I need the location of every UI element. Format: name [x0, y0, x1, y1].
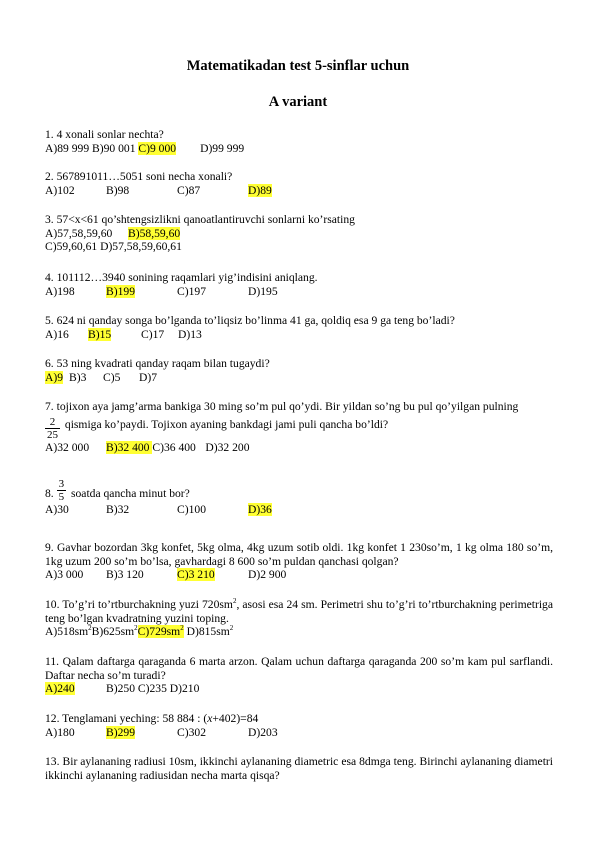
page-title: Matematikadan test 5-sinflar uchun — [186, 58, 410, 74]
question-text-2: $\frac{2}{25}$ qismiga ko’paydi. Tojixon ayaning bankdagi jami puli qancha bo’ldi? — [47, 415, 389, 441]
question-9 — [45, 541, 553, 582]
fraction: $\frac{3}{5}$ — [58, 478, 65, 503]
option-b: $B)625sm^2$ — [91, 624, 138, 639]
question-text: 3. 57<x<61 qo’shtengsizlikni qanoatlantiruvchi sonlarni ko’rsating — [45, 213, 355, 226]
option-c: C)59,60,61 — [45, 240, 101, 254]
option-c: C)5 — [103, 370, 121, 384]
answer-options — [45, 142, 553, 156]
question-text: 13. Bir aylananing radiusi 10sm, ikkinchi aylananing diametric esa 8dmga teng. Birinchi aylananing diametri ikkinchi aylananing radiusidan necha marta qisqa? — [45, 755, 553, 782]
fraction: $\frac{2}{25}$ — [47, 415, 58, 441]
question-6 — [45, 357, 553, 384]
answer-options-2 — [45, 240, 553, 254]
option-a: A)102 — [45, 183, 75, 197]
question-text: 2. 567891011…5051 soni necha xonali? — [45, 170, 233, 183]
option-c: C)197 — [177, 284, 206, 298]
option-d: D)13 — [178, 327, 202, 341]
option-b: B)90 001 — [92, 141, 139, 155]
question-text: 9. Gavhar bozordan 3kg konfet, 5kg olma, 4kg uzum sotib oldi. 1kg konfet 1 230so’m, 1 kg olma 180 so’m, 1kg uzum 200 so’m bo’lsa, gavhardagi 8 600 so’m puldan qanchasi qolgan? — [45, 541, 553, 568]
answer-options — [45, 285, 553, 299]
option-a-correct: A)240 — [45, 682, 75, 696]
question-3 — [45, 213, 553, 254]
answer-options — [45, 682, 553, 696]
option-b: B)98 — [106, 183, 130, 197]
answer-options — [45, 625, 553, 639]
question-text: 10. To’g’ri to’rtburchakning yuzi $720sm^2$, asosi esa 24 sm. Perimetri shu to’g’ri to’rtburchakning perimetriga teng bo’lgan kvadratning yuzini toping. — [45, 597, 553, 625]
option-c-correct: C)3 210 — [177, 568, 215, 582]
question-5 — [45, 314, 553, 341]
option-b-correct: B)58,59,60 — [128, 226, 181, 240]
question-12 — [45, 712, 553, 739]
question-text: 8. $\frac{3}{5}$ soatda qancha minut bor? — [45, 478, 190, 503]
option-c: C)36 400 — [152, 440, 196, 454]
option-d-correct: D)36 — [248, 503, 272, 516]
option-d: $D)815sm^2$ — [186, 624, 234, 639]
question-7 — [45, 400, 553, 454]
option-b: B)3 — [69, 370, 87, 384]
question-text: 11. Qalam daftarga qaraganda 6 marta arzon. Qalam uchun daftarga qaraganda 200 so’m kam pul sarflandi. Daftar necha so’m turadi? — [45, 655, 553, 682]
variant-title: A variant — [268, 94, 328, 110]
option-d: D)99 999 — [200, 141, 245, 155]
option-c: C)235 — [137, 682, 167, 696]
answer-options — [45, 441, 553, 455]
answer-options — [45, 227, 553, 241]
option-d: D)203 — [248, 725, 278, 739]
option-c-correct: $C)729sm^2$ — [137, 624, 184, 639]
option-c: C)87 — [177, 183, 201, 197]
option-a: A)180 — [45, 725, 75, 739]
question-1 — [45, 128, 553, 155]
question-text: 1. 4 xonali sonlar nechta? — [45, 128, 164, 141]
answer-options — [45, 371, 553, 385]
option-b-correct: B)299 — [106, 725, 135, 739]
question-text: 5. 624 ni qanday songa bo’lganda to’liqsiz bo’linma 41 ga, qoldiq esa 9 ga teng bo’ladi? — [45, 314, 455, 327]
option-b: B)32 — [106, 503, 130, 516]
option-b-correct: B)15 — [88, 327, 112, 341]
option-b: B)3 120 — [106, 568, 144, 582]
question-13 — [45, 755, 553, 782]
option-a: A)32 000 — [45, 440, 90, 454]
option-d-correct: D)89 — [248, 183, 272, 197]
answer-options — [45, 503, 553, 517]
question-text: 7. tojixon aya jamg’arma bankiga 30 ming so’m pul qo’ydi. Bir yildan so’ng bu pul qo’yilgan pulning — [45, 400, 519, 413]
option-a: $A)518sm^2$ — [45, 624, 92, 639]
option-c: C)17 — [141, 327, 165, 341]
option-b-correct: B)32 400 — [106, 440, 153, 454]
answer-options — [45, 184, 553, 198]
option-d: D)210 — [169, 682, 200, 696]
question-11 — [45, 655, 553, 696]
option-d: D)195 — [248, 284, 278, 298]
option-d: D)57,58,59,60,61 — [100, 240, 182, 254]
answer-options — [45, 568, 553, 582]
question-text: 12. Tenglamani yeching: 58 884 : (x+402)=84 — [45, 712, 259, 725]
option-a: A)198 — [45, 284, 75, 298]
option-d: D)32 200 — [205, 440, 250, 454]
option-a: A)89 999 — [45, 141, 93, 155]
option-a-correct: A)9 — [45, 370, 64, 384]
question-8 — [45, 478, 553, 517]
question-4 — [45, 271, 553, 298]
option-a: A)57,58,59,60 — [45, 226, 113, 240]
option-c-correct: C)9 000 — [138, 141, 177, 155]
option-c: C)302 — [177, 725, 206, 739]
option-b: B)250 — [106, 682, 135, 696]
option-b-correct: B)199 — [106, 284, 135, 298]
answer-options — [45, 726, 553, 740]
question-text: 4. 101112…3940 sonining raqamlari yig’indisini aniqlang. — [45, 271, 318, 284]
option-d: D)7 — [139, 370, 158, 384]
question-text: 6. 53 ning kvadrati qanday raqam bilan tugaydi? — [45, 357, 270, 370]
option-a: A)30 — [45, 503, 69, 516]
question-2 — [45, 170, 553, 197]
option-d: D)2 900 — [248, 568, 287, 582]
question-10 — [45, 598, 553, 639]
option-c: C)100 — [177, 503, 206, 516]
option-a: A)3 000 — [45, 568, 84, 582]
option-a: A)16 — [45, 327, 69, 341]
answer-options — [45, 328, 553, 342]
